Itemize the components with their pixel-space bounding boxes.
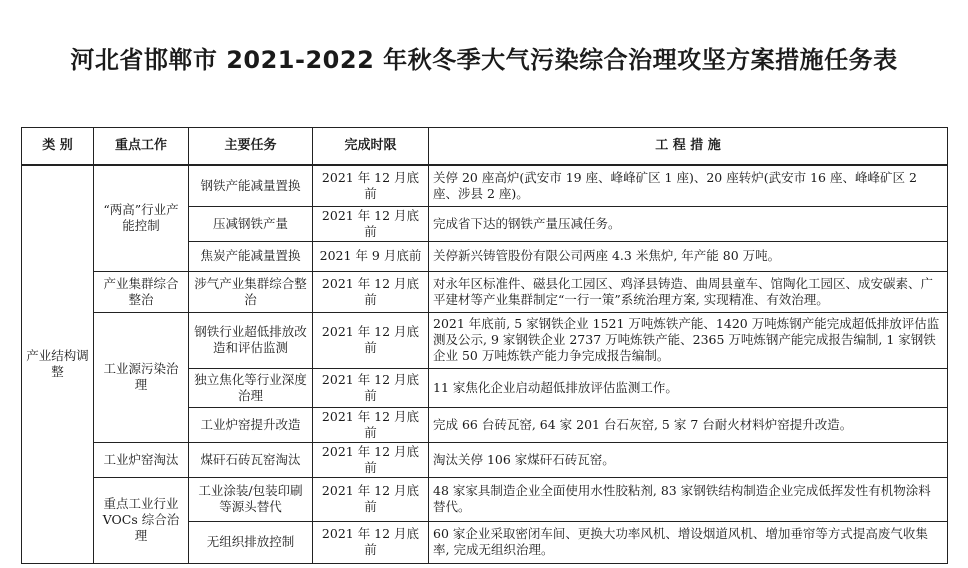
table-header-row bbox=[22, 128, 948, 166]
category-cell: 产业结构调整 bbox=[22, 165, 94, 563]
task-cell: 涉气产业集群综合整治 bbox=[189, 271, 313, 312]
deadline-cell: 2021 年 12 月底前 bbox=[313, 312, 429, 368]
measure-cell: 完成省下达的钢铁产量压减任务。 bbox=[429, 206, 948, 241]
deadline-cell: 2021 年 12 月底前 bbox=[313, 442, 429, 477]
header-key-work: 重点工作 bbox=[94, 128, 189, 166]
task-cell: 钢铁行业超低排放改造和评估监测 bbox=[189, 312, 313, 368]
table-row bbox=[22, 312, 948, 368]
header-deadline: 完成时限 bbox=[313, 128, 429, 166]
page-title: 河北省邯郸市 2021-2022 年秋冬季大气污染综合治理攻坚方案措施任务表 bbox=[70, 46, 898, 74]
task-cell: 无组织排放控制 bbox=[189, 521, 313, 563]
measure-cell: 2021 年底前, 5 家钢铁企业 1521 万吨炼铁产能、1420 万吨炼钢产能完成超低排放评估监测及公示, 9 家钢铁企业 2737 万吨炼铁产能、2365 万吨炼钢产能完成报告编制, 1 家钢铁企业 50 万吨炼铁产能力争完成报告编制。 bbox=[429, 312, 948, 368]
group-cell: 工业炉窑淘汰 bbox=[94, 442, 189, 477]
task-cell: 钢铁产能减量置换 bbox=[189, 165, 313, 206]
task-cell: 独立焦化等行业深度治理 bbox=[189, 368, 313, 407]
deadline-cell: 2021 年 12 月底前 bbox=[313, 271, 429, 312]
measure-cell: 关停新兴铸管股份有限公司两座 4.3 米焦炉, 年产能 80 万吨。 bbox=[429, 241, 948, 271]
group-cell: 重点工业行业VOCs 综合治理 bbox=[94, 477, 189, 563]
header-category: 类 别 bbox=[22, 128, 94, 166]
table-row bbox=[22, 271, 948, 312]
deadline-cell: 2021 年 12 月底前 bbox=[313, 206, 429, 241]
group-cell: 产业集群综合整治 bbox=[94, 271, 189, 312]
deadline-cell: 2021 年 12 月底前 bbox=[313, 407, 429, 442]
deadline-cell: 2021 年 12 月底前 bbox=[313, 165, 429, 206]
measure-cell: 淘汰关停 106 家煤矸石砖瓦窑。 bbox=[429, 442, 948, 477]
table-row bbox=[22, 477, 948, 521]
group-cell: “两高”行业产能控制 bbox=[94, 165, 189, 271]
measure-cell: 完成 66 台砖瓦窑, 64 家 201 台石灰窑, 5 家 7 台耐火材料炉窑提升改造。 bbox=[429, 407, 948, 442]
deadline-cell: 2021 年 9 月底前 bbox=[313, 241, 429, 271]
task-cell: 焦炭产能减量置换 bbox=[189, 241, 313, 271]
table-row bbox=[22, 442, 948, 477]
deadline-cell: 2021 年 12 月底前 bbox=[313, 368, 429, 407]
measure-cell: 对永年区标准件、磁县化工园区、鸡泽县铸造、曲周县童车、馆陶化工园区、成安碳素、广平建材等产业集群制定“一行一策”系统治理方案, 实现精准、有效治理。 bbox=[429, 271, 948, 312]
deadline-cell: 2021 年 12 月底前 bbox=[313, 477, 429, 521]
task-cell: 煤矸石砖瓦窑淘汰 bbox=[189, 442, 313, 477]
measure-cell: 60 家企业采取密闭车间、更换大功率风机、增设烟道风机、增加垂帘等方式提高废气收集率, 完成无组织治理。 bbox=[429, 521, 948, 563]
header-main-task: 主要任务 bbox=[189, 128, 313, 166]
measure-cell: 48 家家具制造企业全面使用水性胶粘剂, 83 家钢铁结构制造企业完成低挥发性有机物涂料替代。 bbox=[429, 477, 948, 521]
deadline-cell: 2021 年 12 月底前 bbox=[313, 521, 429, 563]
header-measures: 工 程 措 施 bbox=[429, 128, 948, 166]
task-cell: 工业炉窑提升改造 bbox=[189, 407, 313, 442]
task-cell: 压减钢铁产量 bbox=[189, 206, 313, 241]
task-table bbox=[21, 127, 948, 564]
measure-cell: 11 家焦化企业启动超低排放评估监测工作。 bbox=[429, 368, 948, 407]
table-row bbox=[22, 165, 948, 206]
task-cell: 工业涂装/包装印刷等源头替代 bbox=[189, 477, 313, 521]
group-cell: 工业源污染治理 bbox=[94, 312, 189, 442]
measure-cell: 关停 20 座高炉(武安市 19 座、峰峰矿区 1 座)、20 座转炉(武安市 16 座、峰峰矿区 2 座、涉县 2 座)。 bbox=[429, 165, 948, 206]
